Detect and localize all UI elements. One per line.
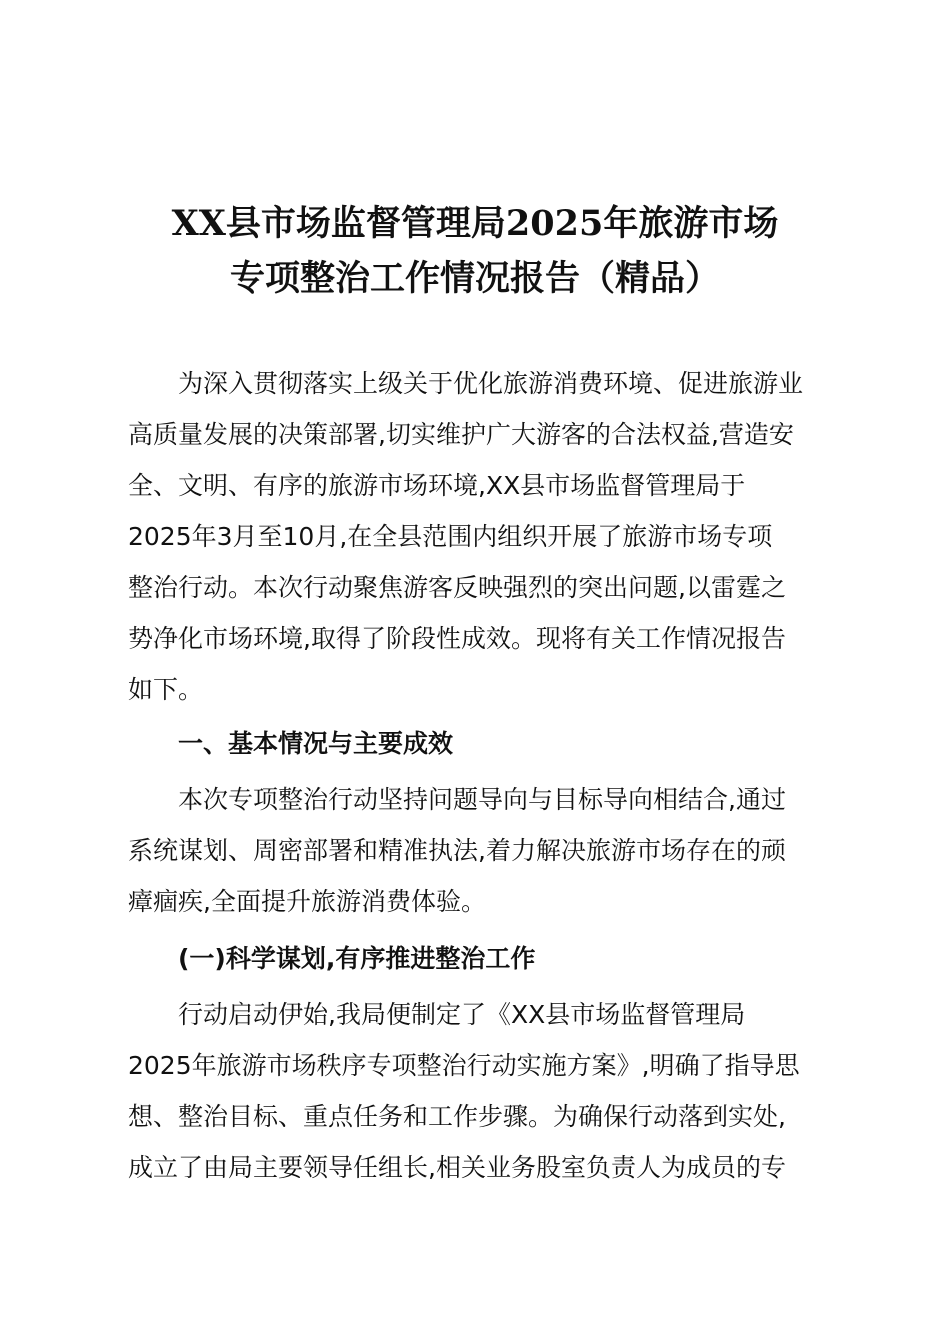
paragraph-subsection-1-line: 2025年旅游市场秩序专项整治行动实施方案》,明确了指导思 bbox=[128, 1051, 800, 1080]
document-title-line-2: 专项整治工作情况报告（精品） bbox=[229, 258, 720, 299]
paragraph-section-1-line: 瘴痼疾,全面提升旅游消费体验。 bbox=[128, 887, 486, 916]
document-title bbox=[120, 196, 830, 306]
paragraph-intro-line: 2025年3月至10月,在全县范围内组织开展了旅游市场专项 bbox=[128, 522, 773, 551]
paragraph-subsection-1-line: 成立了由局主要领导任组长,相关业务股室负责人为成员的专 bbox=[128, 1153, 786, 1182]
subsection-heading-1: (一)科学谋划,有序推进整治工作 bbox=[178, 944, 536, 973]
paragraph-intro-line: 为深入贯彻落实上级关于优化旅游消费环境、促进旅游业 bbox=[178, 369, 804, 398]
paragraph-intro-line: 如下。 bbox=[128, 675, 204, 704]
paragraph-subsection-1-line: 行动启动伊始,我局便制定了《XX县市场监督管理局 bbox=[178, 1000, 746, 1029]
paragraph-subsection-1-line: 想、整治目标、重点任务和工作步骤。为确保行动落到实处, bbox=[128, 1102, 786, 1131]
paragraph-section-1 bbox=[128, 774, 822, 927]
section-heading-1: 一、基本情况与主要成效 bbox=[178, 729, 454, 758]
paragraph-intro-line: 全、文明、有序的旅游市场环境,XX县市场监督管理局于 bbox=[128, 471, 746, 500]
paragraph-section-1-line: 系统谋划、周密部署和精准执法,着力解决旅游市场存在的顽 bbox=[128, 836, 786, 865]
paragraph-intro bbox=[128, 358, 822, 715]
paragraph-intro-line: 高质量发展的决策部署,切实维护广大游客的合法权益,营造安 bbox=[128, 420, 794, 449]
paragraph-intro-line: 整治行动。本次行动聚焦游客反映强烈的突出问题,以雷霆之 bbox=[128, 573, 786, 602]
document-title-line-1: XX县市场监督管理局2025年旅游市场 bbox=[171, 203, 779, 244]
paragraph-section-1-line: 本次专项整治行动坚持问题导向与目标导向相结合,通过 bbox=[178, 785, 786, 814]
paragraph-subsection-1 bbox=[128, 989, 822, 1193]
paragraph-intro-line: 势净化市场环境,取得了阶段性成效。现将有关工作情况报告 bbox=[128, 624, 786, 653]
